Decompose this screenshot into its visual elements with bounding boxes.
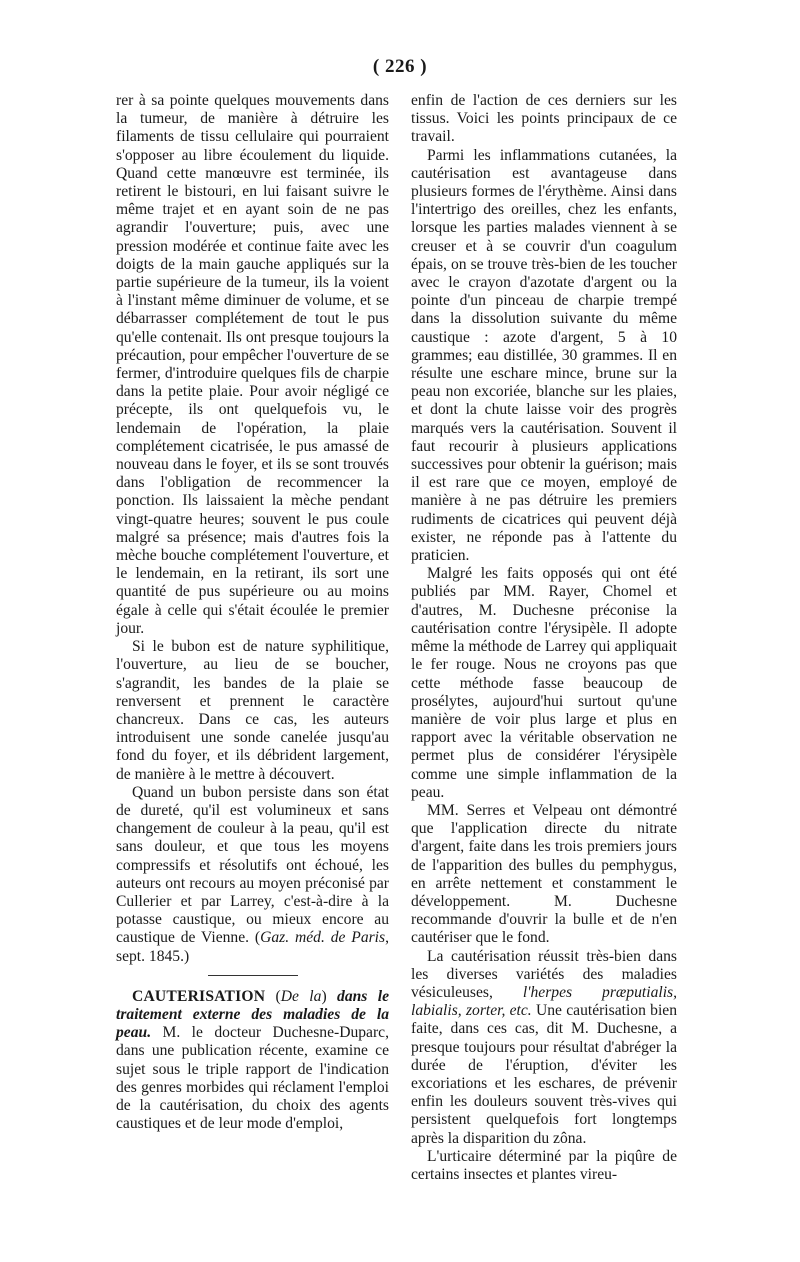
paragraph-erytheme: Parmi les inflammations cutanées, la cautérisation est avantageuse dans plusieurs formes de l'érythème. Ainsi dans l'intertrigo des oreilles, chez les enfants, lorsque les parties malades viennent à se creuser et à se couvrir d'un coagulum épais, on se trouve très-bien de les toucher avec le crayon d'azotate d'argent ou la pointe d'un pinceau de charpie trempé dans la dissolution suivante du même caustique : azote d'argent, 5 à 10 grammes; eau distillée, 30 grammes. Il en résulte une eschare mince, brune sur la peau non excoriée, blanche sur les plaies, et dont la chute laisse voir des progrès marqués vers la cautérisation. Souvent il faut recourir à plusieurs applications successives pour obtenir la guérison; mais il est rare que ce moyen, employé de manière à ne pas détruire les premiers rudiments de cicatrices qui peuvent déjà exister, ne réponde pas à l'attente du praticien.: [411, 146, 677, 565]
paragraph-erysipele: Malgré les faits opposés qui ont été publiés par MM. Rayer, Chomel et d'autres, M. Duchesne préconise la cautérisation contre l'érysipèle. Il adopte même la méthode de Larrey qui appliquait le fer rouge. Nous ne croyons pas que cette méthode fasse beaucoup de prosélytes, aujourd'hui surtout qu'une manière de voir plus large et plus en rapport avec la véritable observation ne permet plus de considérer l'érysipèle comme une simple inflammation de la peau.: [411, 565, 677, 801]
paragraph-pemphygus: MM. Serres et Velpeau ont démontré que l'application directe du nitrate d'argent, faite dans les trois premiers jours de l'apparition des bulles du pemphygus, en arrête nettement et constamment le développement. M. Duchesne recommande d'ouvrir la bulle et de n'en cautériser que le fond.: [411, 801, 677, 947]
heading-de-la: De la: [280, 987, 322, 1005]
section-divider: [208, 975, 298, 976]
paragraph-cauterisation: [116, 988, 389, 1134]
paragraph-bubon-durete: [116, 784, 389, 966]
section-heading-term: CAUTERISATION: [132, 987, 266, 1005]
heading-paren-close: ): [321, 987, 338, 1005]
paragraph-text: Quand un bubon persiste dans son état de dureté, qu'il est volumineux et sans changement de couleur à la peau, qu'il est sans douleur, et que tous les moyens compressifs et résolutifs ont échoué, les auteurs ont recours au moyen préconisé par Cullerier et par Larrey, c'est-à-dire à la potasse caustique, ou mieux encore au caustique de Vienne. (: [116, 783, 389, 947]
paragraph-vesiculeuses: [411, 948, 677, 1148]
disease-names: l'herpes præputialis, labialis, zorter, etc.: [411, 983, 677, 1020]
right-column: [411, 92, 677, 1184]
section-heading-subtitle: dans le traitement externe des maladies de la peau.: [116, 987, 389, 1042]
paragraph-text: La cautérisation réussit très-bien dans les diverses variétés des maladies vésiculeuses,: [411, 947, 677, 1001]
paragraph-continuation: enfin de l'action de ces derniers sur les tissus. Voici les points principaux de ce travail.: [411, 92, 677, 146]
citation-source: Gaz. méd. de Paris: [260, 929, 386, 947]
paragraph-text-end: Une cautérisation bien faite, dans ces cas, dit M. Duchesne, a presque toujours pour résultat d'abréger la durée de l'éruption, d'éviter les excoriations et les eschares, de prévenir enfin les douleurs souvent très-vives qui persistent quelquefois fort longtemps après la disparition du zôna.: [411, 1002, 677, 1147]
paragraph-bistouri: rer à sa pointe quelques mouvements dans la tumeur, de manière à détruire les filaments de tissu cellulaire qui pourraient s'opposer au libre écoulement du liquide. Quand cette manœuvre est terminée, ils retirent le bistouri, en lui faisant suivre le même trajet et en ayant soin de ne pas agrandir l'ouverture; puis, avec une pression modérée et continue faite avec les doigts de la main gauche appliqués sur la partie supérieure de la tumeur, ils la voient à l'instant même diminuer de volume, et se débarrasser complétement de tout le pus qu'elle contenait. Ils ont presque toujours la précaution, pour empêcher l'ouverture de se fermer, d'introduire quelques fils de charpie dans la petite plaie. Pour avoir négligé ce précepte, ils ont quelquefois vu, le lendemain de l'opération, la plaie complétement cicatrisée, le pus amassé de nouveau dans le foyer, et ils se sont trouvés dans l'obligation de recommencer la ponction. Ils laissaient la mèche pendant vingt-quatre heures; souvent le pus coule malgré sa présence; mais d'autres fois la mèche bouche complétement l'ouverture, et le lendemain, en la retirant, ils sort une quantité de pus supérieure ou au moins égale à celle qui s'était écoulée le premier jour.: [116, 92, 389, 637]
left-column: [116, 92, 389, 1133]
citation-date: , sept. 1845.): [116, 929, 389, 965]
heading-paren-open: (: [265, 987, 281, 1005]
page-number: ( 226 ): [372, 56, 428, 77]
paragraph-urticaire: L'urticaire déterminé par la piqûre de certains insectes et plantes vireu-: [411, 1147, 677, 1183]
paragraph-bubon-syphilitique: Si le bubon est de nature syphilitique, l'ouverture, au lieu de se boucher, s'agrandit, les bandes de la plaie se renversent et prennent le caractère chancreux. Dans ce cas, les auteurs introduisent une sonde canelée jusqu'au fond du foyer, et ils débrident largement, de manière à le mettre à découvert.: [116, 638, 389, 783]
paragraph-text: M. le docteur Duchesne-Duparc, dans une publication récente, examine ce sujet sous le triple rapport de l'indication des genres morbides qui réclament l'emploi de la cautérisation, du choix des agents caustiques et de leur mode d'emploi,: [116, 1024, 389, 1133]
